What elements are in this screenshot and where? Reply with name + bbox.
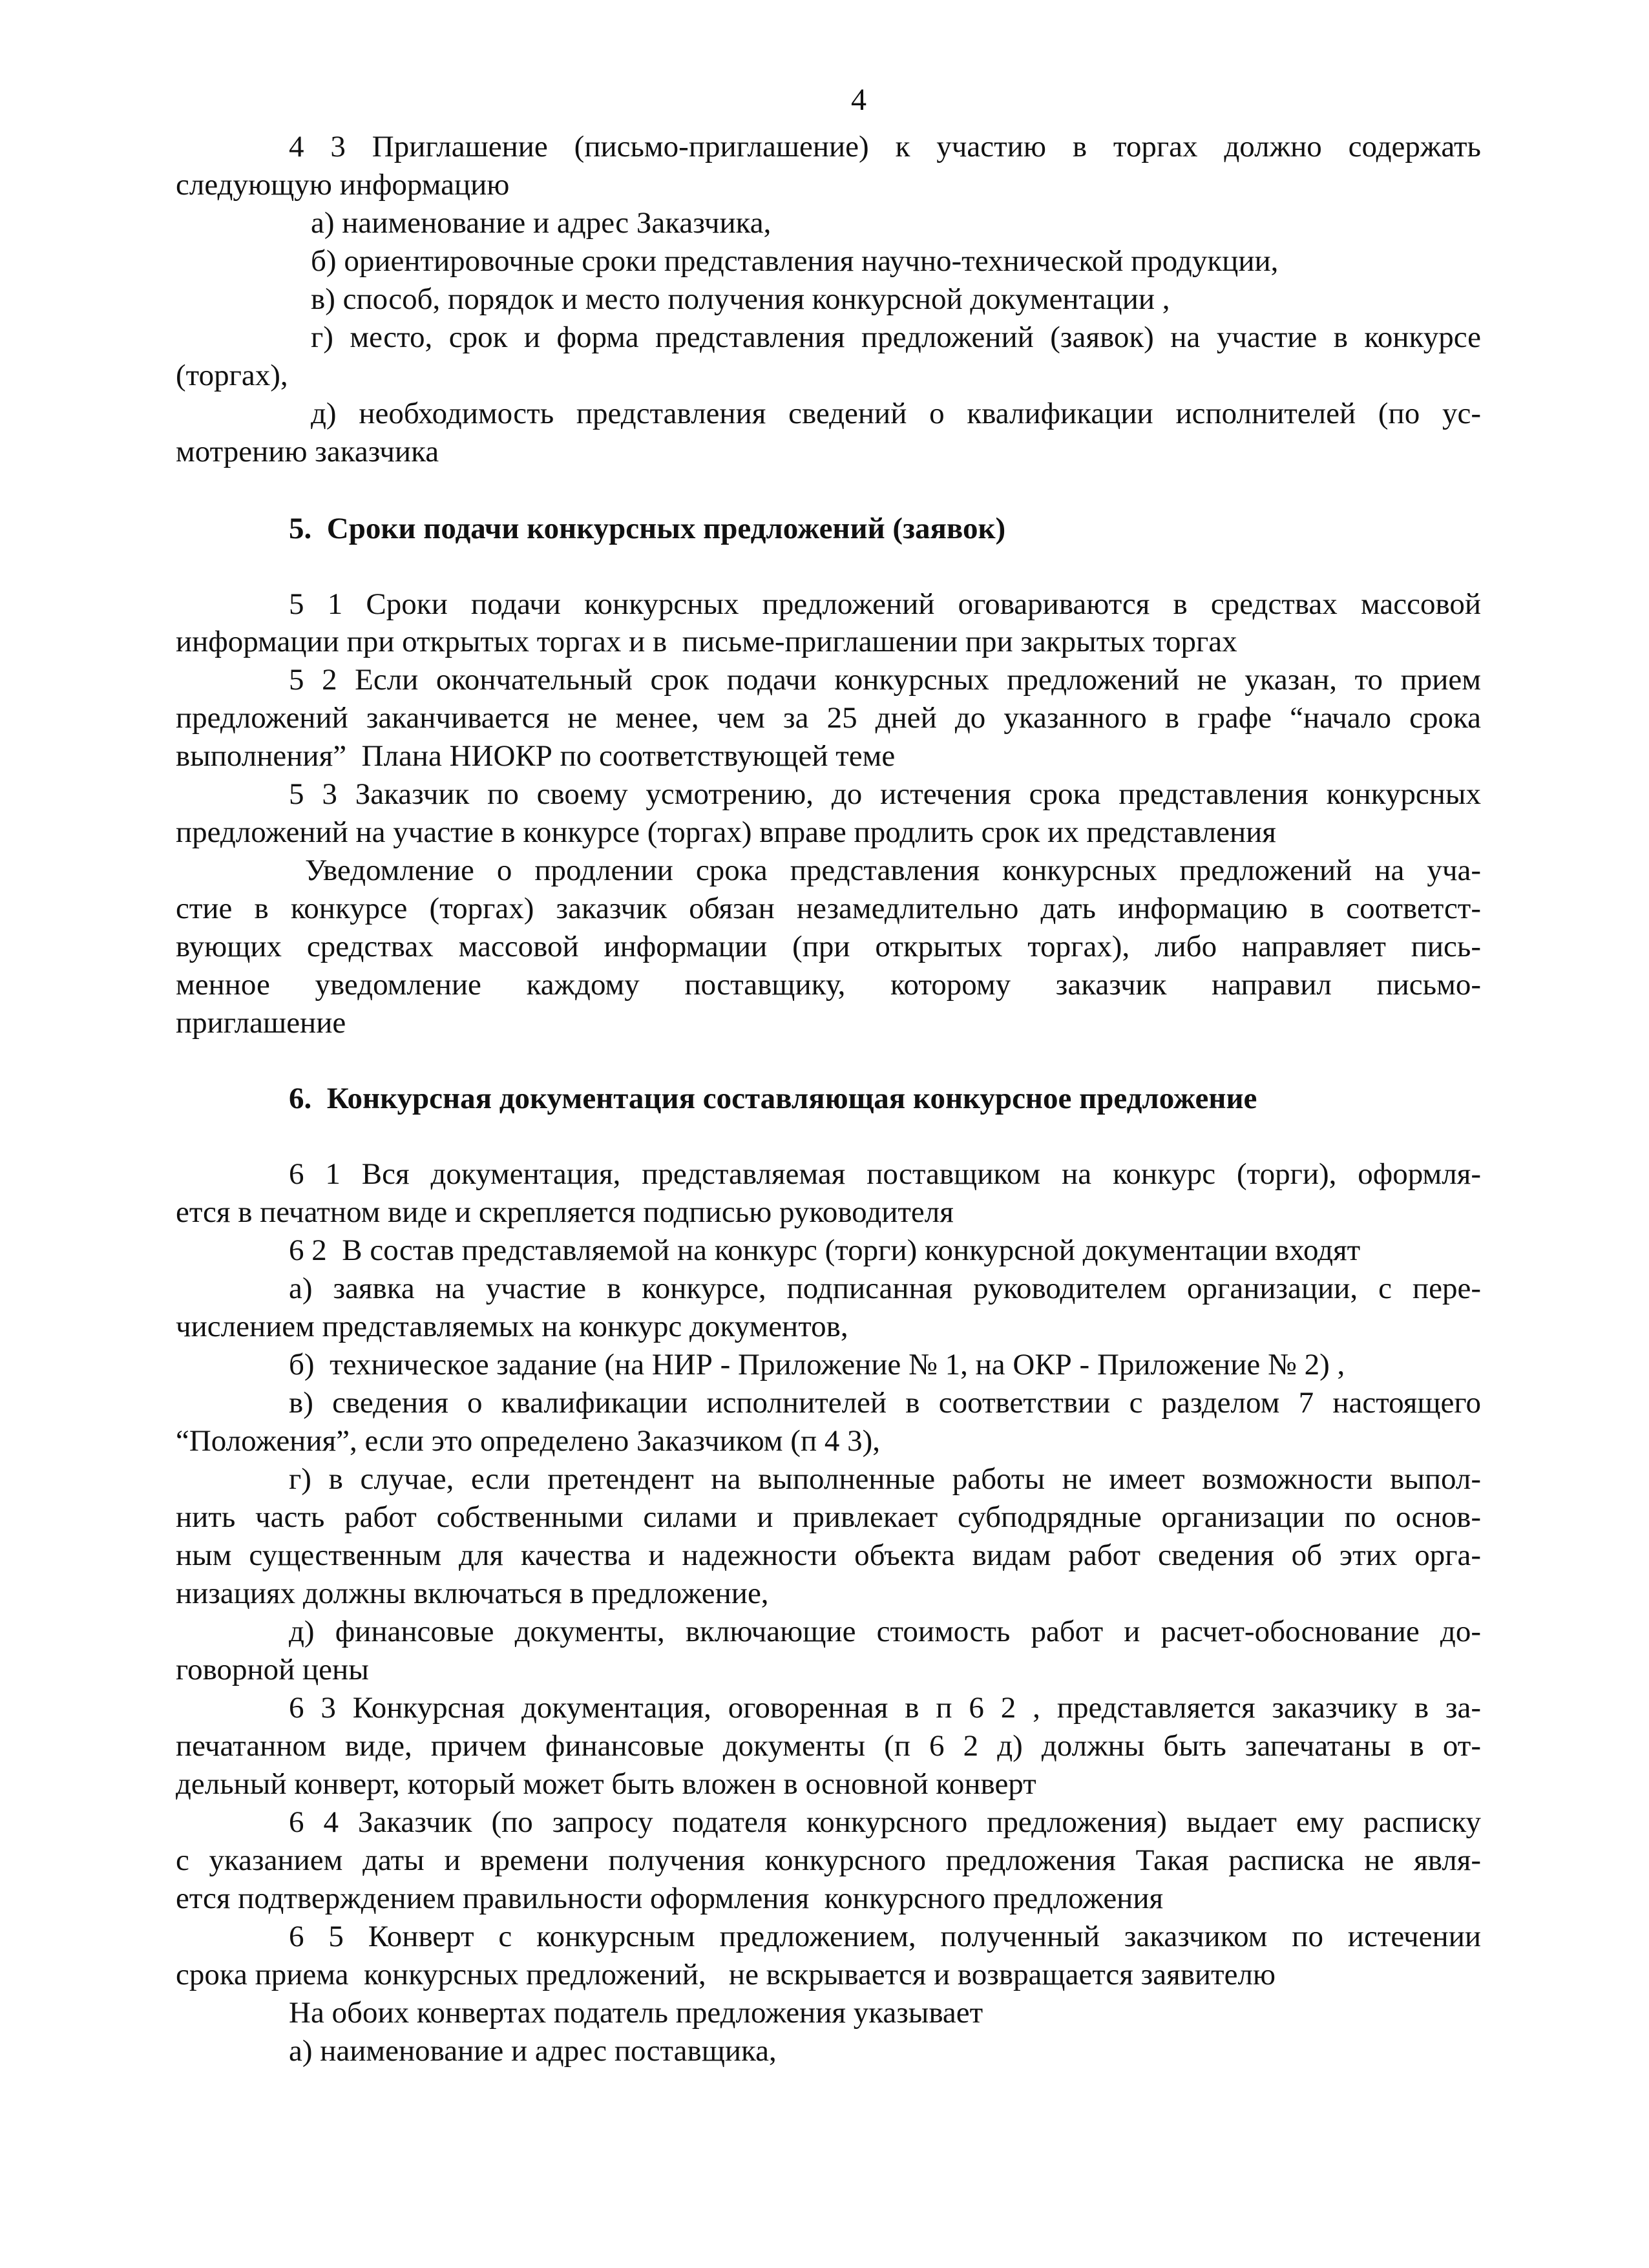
section-6-heading: 6. Конкурсная документация составляющая конкурсное предложение xyxy=(289,1082,1257,1115)
item-6-2-g-line-3: ным существенным для качества и надежности объекта видам работ сведения об этих орга- xyxy=(176,1538,1481,1572)
notice-paragraph-line-4: менное уведомление каждому поставщику, которому заказчик направил письмо- xyxy=(176,968,1481,1002)
item-6-2-d-line-2: говорной цены xyxy=(176,1653,369,1686)
page-number: 4 xyxy=(851,83,867,117)
clause-5-2-line-2: предложений заканчивается не менее, чем за 25 дней до указанного в графе “начало срока xyxy=(176,701,1481,735)
clause-5-1-line-2: информации при открытых торгах и в письме-приглашении при закрытых торгах xyxy=(176,625,1237,658)
item-4-3-g-line-1: г) место, срок и форма представления предложений (заявок) на участие в конкурсе xyxy=(311,320,1481,354)
notice-paragraph-line-1: Уведомление о продлении срока представления конкурсных предложений на уча- xyxy=(305,854,1481,887)
envelope-paragraph: На обоих конвертах податель предложения указывает xyxy=(289,1996,983,2030)
item-6-2-d-line-1: д) финансовые документы, включающие стоимость работ и расчет-обоснование до- xyxy=(289,1615,1481,1648)
clause-6-3-line-1: 6 3 Конкурсная документация, оговоренная в п 6 2 , представляется заказчику в за- xyxy=(289,1691,1481,1725)
item-4-3-b: б) ориентировочные сроки представления научно-технической продукции, xyxy=(311,244,1279,278)
clause-6-1-line-2: ется в печатном виде и скрепляется подписью руководителя xyxy=(176,1195,954,1229)
item-6-2-a-line-1: а) заявка на участие в конкурсе, подписанная руководителем организации, с пере- xyxy=(289,1272,1481,1305)
clause-6-3-line-3: дельный конверт, который может быть вложен в основной конверт xyxy=(176,1767,1036,1801)
clause-4-3-line-1: 4 3 Приглашение (письмо-приглашение) к участию в торгах должно содержать xyxy=(289,130,1481,163)
notice-paragraph-line-2: стие в конкурсе (торгах) заказчик обязан незамедлительно дать информацию в соответст- xyxy=(176,892,1481,925)
clause-5-3-line-1: 5 3 Заказчик по своему усмотрению, до истечения срока представления конкурсных xyxy=(289,777,1481,811)
item-6-2-g-line-2: нить часть работ собственными силами и привлекает субподрядные организации по основ- xyxy=(176,1500,1481,1534)
notice-paragraph-line-5: приглашение xyxy=(176,1006,346,1040)
item-4-3-g-line-2: (торгах), xyxy=(176,359,288,392)
item-4-3-d-line-2: мотрению заказчика xyxy=(176,435,439,468)
clause-6-5-line-1: 6 5 Конверт с конкурсным предложением, полученный заказчиком по истечении xyxy=(289,1920,1481,1953)
clause-4-3-line-2: следующую информацию xyxy=(176,168,510,202)
item-6-2-v-line-1: в) сведения о квалификации исполнителей в соответствии с разделом 7 настоящего xyxy=(289,1386,1481,1420)
notice-paragraph-line-3: вующих средствах массовой информации (при открытых торгах), либо направляет пись- xyxy=(176,930,1481,963)
clause-6-4-line-3: ется подтверждением правильности оформления конкурсного предложения xyxy=(176,1882,1164,1915)
clause-5-2-line-1: 5 2 Если окончательный срок подачи конкурсных предложений не указан, то прием xyxy=(289,663,1481,697)
item-4-3-d-line-1: д) необходимость представления сведений о квалификации исполнителей (по ус- xyxy=(311,397,1481,430)
item-6-2-b: б) техническое задание (на НИР - Приложение № 1, на ОКР - Приложение № 2) , xyxy=(289,1348,1345,1381)
clause-6-3-line-2: печатанном виде, причем финансовые документы (п 6 2 д) должны быть запечатаны в от- xyxy=(176,1729,1481,1763)
clause-6-4-line-2: с указанием даты и времени получения конкурсного предложения Такая расписка не явля- xyxy=(176,1843,1481,1877)
clause-5-3-line-2: предложений на участие в конкурсе (торгах) вправе продлить срок их представления xyxy=(176,815,1276,849)
clause-5-2-line-3: выполнения” Плана НИОКР по соответствующей теме xyxy=(176,739,896,773)
item-6-2-g-line-1: г) в случае, если претендент на выполненные работы не имеет возможности выпол- xyxy=(289,1462,1481,1496)
item-6-2-v-line-2: “Положения”, если это определено Заказчиком (п 4 3), xyxy=(176,1424,880,1458)
clause-6-1-line-1: 6 1 Вся документация, представляемая поставщиком на конкурс (торги), оформля- xyxy=(289,1157,1481,1191)
clause-6-2-line-1: 6 2 В состав представляемой на конкурс (торги) конкурсной документации входят xyxy=(289,1234,1361,1267)
envelope-item-a: а) наименование и адрес поставщика, xyxy=(289,2034,777,2068)
item-6-2-a-line-2: числением представляемых на конкурс документов, xyxy=(176,1310,848,1343)
clause-6-4-line-1: 6 4 Заказчик (по запросу подателя конкурсного предложения) выдает ему расписку xyxy=(289,1805,1481,1839)
clause-6-5-line-2: срока приема конкурсных предложений, не вскрывается и возвращается заявителю xyxy=(176,1958,1276,1991)
section-5-heading: 5. Сроки подачи конкурсных предложений (заявок) xyxy=(289,512,1006,545)
item-6-2-g-line-4: низациях должны включаться в предложение, xyxy=(176,1577,769,1610)
clause-5-1-line-1: 5 1 Сроки подачи конкурсных предложений оговариваются в средствах массовой xyxy=(289,587,1481,621)
item-4-3-a: а) наименование и адрес Заказчика, xyxy=(311,206,772,240)
item-4-3-v: в) способ, порядок и место получения конкурсной документации , xyxy=(311,282,1170,316)
